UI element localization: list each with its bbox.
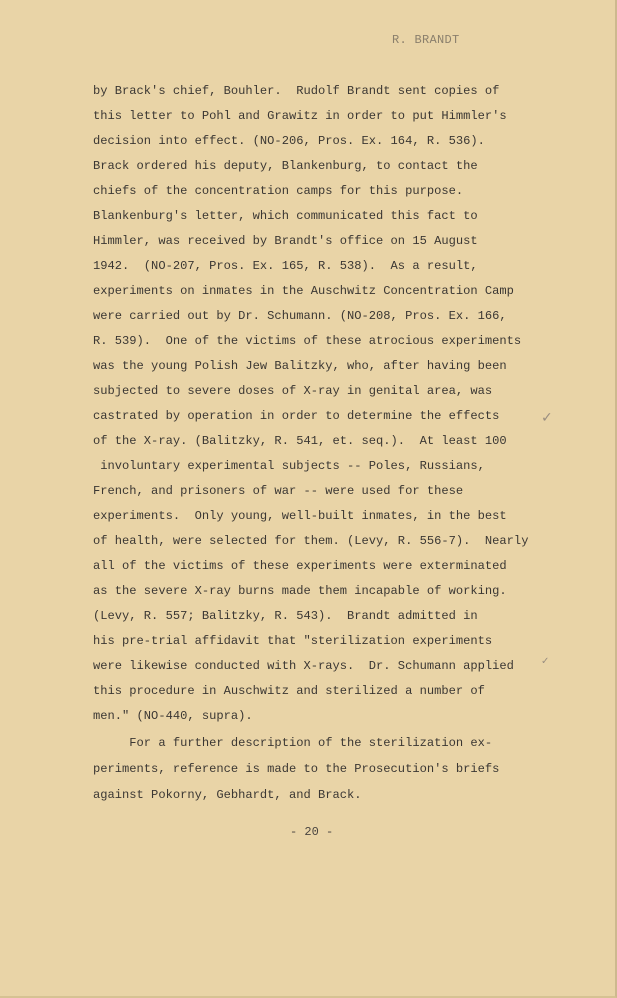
text-line: was the young Polish Jew Balitzky, who, after having been [93, 359, 507, 373]
text-line: his pre-trial affidavit that "sterilization experiments [93, 634, 493, 648]
check-mark-icon: ✓ [541, 656, 550, 667]
text-line: were likewise conducted with X-rays. Dr. Schumann applied [93, 659, 514, 673]
text-line: men." (NO-440, supra). [93, 709, 253, 723]
text-line: were carried out by Dr. Schumann. (NO-208, Pros. Ex. 166, [93, 309, 507, 323]
text-line: as the severe X-ray burns made them incapable of working. [93, 584, 507, 598]
text-line: 1942. (NO-207, Pros. Ex. 165, R. 538). As a result, [93, 259, 478, 273]
text-line: this procedure in Auschwitz and sterilized a number of [93, 684, 485, 698]
text-line: all of the victims of these experiments were exterminated [93, 559, 507, 573]
text-line: chiefs of the concentration camps for this purpose. [93, 184, 464, 198]
text-line: French, and prisoners of war -- were used for these [93, 484, 464, 498]
text-line: this letter to Pohl and Grawitz in order to put Himmler's [93, 109, 507, 123]
text-line: subjected to severe doses of X-ray in genital area, was [93, 384, 493, 398]
page-number: - 20 - [290, 825, 334, 839]
text-line: periments, reference is made to the Prosecution's briefs [93, 762, 500, 776]
text-line: Blankenburg's letter, which communicated this fact to [93, 209, 478, 223]
text-line: involuntary experimental subjects -- Poles, Russians, [93, 459, 485, 473]
check-mark-icon: ✓ [541, 410, 553, 426]
text-line: experiments. Only young, well-built inmates, in the best [93, 509, 507, 523]
text-line: of the X-ray. (Balitzky, R. 541, et. seq.). At least 100 [93, 434, 507, 448]
text-line: Brack ordered his deputy, Blankenburg, to contact the [93, 159, 478, 173]
text-line: (Levy, R. 557; Balitzky, R. 543). Brandt admitted in [93, 609, 478, 623]
text-line: castrated by operation in order to determine the effects [93, 409, 500, 423]
text-line: Himmler, was received by Brandt's office on 15 August [93, 234, 478, 248]
text-line: experiments on inmates in the Auschwitz Concentration Camp [93, 284, 514, 298]
text-line: against Pokorny, Gebhardt, and Brack. [93, 788, 362, 802]
text-line: For a further description of the sterilization ex- [93, 736, 493, 750]
running-header: R. BRANDT [392, 33, 460, 47]
text-line: decision into effect. (NO-206, Pros. Ex. 164, R. 536). [93, 134, 485, 148]
text-line: by Brack's chief, Bouhler. Rudolf Brandt sent copies of [93, 84, 500, 98]
text-line: of health, were selected for them. (Levy, R. 556-7). Nearly [93, 534, 529, 548]
text-line: R. 539). One of the victims of these atrocious experiments [93, 334, 522, 348]
